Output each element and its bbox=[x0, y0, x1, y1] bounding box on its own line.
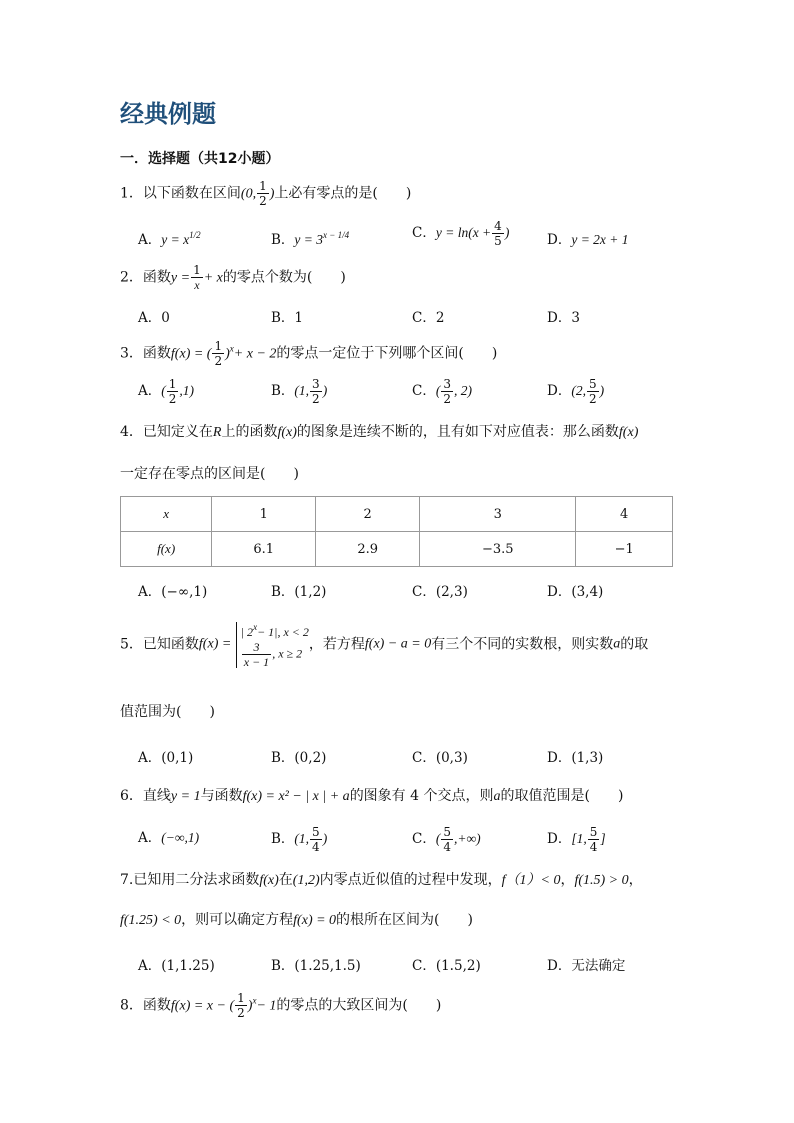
question-5: 5．已知函数f(x) = | $2^x- 1|$, x < 2 $\frac{3}{x - 1}$ , x ≥ 2 ，若方程f(x) − a = 0有三个不同的实数根，则实数a的取 bbox=[120, 622, 649, 669]
question-7: 7.已知用二分法求函数f(x)在(1,2)内零点近似值的过程中发现，f（1）< 0，f(1.5) > 0， bbox=[120, 872, 643, 888]
option-a: A．(−∞,1) bbox=[138, 584, 208, 600]
table-cell: f(x) bbox=[121, 532, 212, 567]
option-b: B．(1.25,1.5) bbox=[271, 958, 361, 974]
piecewise-function: | $2^x- 1|$, x < 2 $\frac{3}{x - 1}$ , x ≥ 2 bbox=[236, 622, 309, 668]
option-a: A．(1,1.25) bbox=[138, 958, 215, 974]
option-a: A．0 bbox=[138, 310, 170, 326]
option-c: C．( $\frac{3}{2}$ , 2) bbox=[412, 377, 472, 406]
option-b: B．(1,2) bbox=[271, 584, 327, 600]
option-a: A．(−∞,1) bbox=[138, 830, 200, 846]
question-7-line2: f(1.25) < 0，则可以确定方程f(x) = 0的根所在区间为( ) bbox=[120, 912, 473, 928]
option-d: D．(3,4) bbox=[547, 584, 604, 600]
option-b: B．(1, $\frac{5}{4}$ ) bbox=[271, 825, 328, 854]
page-title: 经典例题 bbox=[120, 100, 216, 128]
option-c: C．(1.5,2) bbox=[412, 958, 481, 974]
option-b: B．(0,2) bbox=[271, 750, 327, 766]
option-b: B．$y = 3^{x - 1/4}$ bbox=[271, 230, 350, 248]
option-d: D．(1,3) bbox=[547, 750, 604, 766]
question-2: 2．函数y = $\frac{1}{x}$ + x的零点个数为( ) bbox=[120, 263, 346, 292]
value-table bbox=[120, 496, 673, 567]
table-cell: 2.9 bbox=[316, 532, 420, 567]
question-5-line2: 值范围为( ) bbox=[120, 704, 215, 720]
option-c: C．y = ln(x + $\frac{4}{5}$ ) bbox=[412, 219, 510, 248]
section-heading: 一．选择题（共12小题） bbox=[120, 151, 280, 167]
table-cell: 3 bbox=[420, 497, 576, 532]
table-cell: −3.5 bbox=[420, 532, 576, 567]
table-cell: −1 bbox=[576, 532, 673, 567]
table-cell: 2 bbox=[316, 497, 420, 532]
option-d: D．[1, $\frac{5}{4}$ ] bbox=[547, 825, 606, 854]
option-a: A．( $\frac{1}{2}$ ,1) bbox=[138, 377, 195, 406]
option-c: C．( $\frac{5}{4}$ ,+∞) bbox=[412, 825, 481, 854]
option-c: C．(0,3) bbox=[412, 750, 468, 766]
table-row bbox=[121, 532, 673, 567]
table-cell: x bbox=[121, 497, 212, 532]
option-d: D．y = 2x + 1 bbox=[547, 232, 629, 248]
question-4-line2: 一定存在零点的区间是( ) bbox=[120, 466, 299, 482]
table-row bbox=[121, 497, 673, 532]
table-cell: 4 bbox=[576, 497, 673, 532]
option-a: A．$y = x^{1/2}$ bbox=[138, 230, 201, 248]
option-d: D．3 bbox=[547, 310, 580, 326]
question-6: 6．直线y = 1与函数f(x) = x² − | x | + a的图象有 4 个交点，则a的取值范围是( ) bbox=[120, 788, 624, 804]
question-1: 1．以下函数在区间(0, $\frac{1}{2}$ )上必有零点的是( ) bbox=[120, 179, 412, 208]
table-cell: 1 bbox=[212, 497, 316, 532]
question-3: 3．函数f(x) = ( $\frac{1}{2}$ )$^x$+ x − 2的零点一定位于下列哪个区间( ) bbox=[120, 339, 498, 368]
table-cell: 6.1 bbox=[212, 532, 316, 567]
option-b: B．1 bbox=[271, 310, 304, 326]
option-c: C．2 bbox=[412, 310, 445, 326]
option-d: D．(2, $\frac{5}{2}$ ) bbox=[547, 377, 605, 406]
option-d: D．无法确定 bbox=[547, 958, 626, 974]
option-b: B．(1, $\frac{3}{2}$ ) bbox=[271, 377, 328, 406]
question-4: 4．已知定义在R上的函数f(x)的图象是连续不断的，且有如下对应值表：那么函数f(x) bbox=[120, 424, 639, 440]
option-a: A．(0,1) bbox=[138, 750, 194, 766]
question-8: 8．函数f(x) = x − ( $\frac{1}{2}$ )$^x$− 1的零点的大致区间为( ) bbox=[120, 991, 442, 1020]
option-c: C．(2,3) bbox=[412, 584, 468, 600]
